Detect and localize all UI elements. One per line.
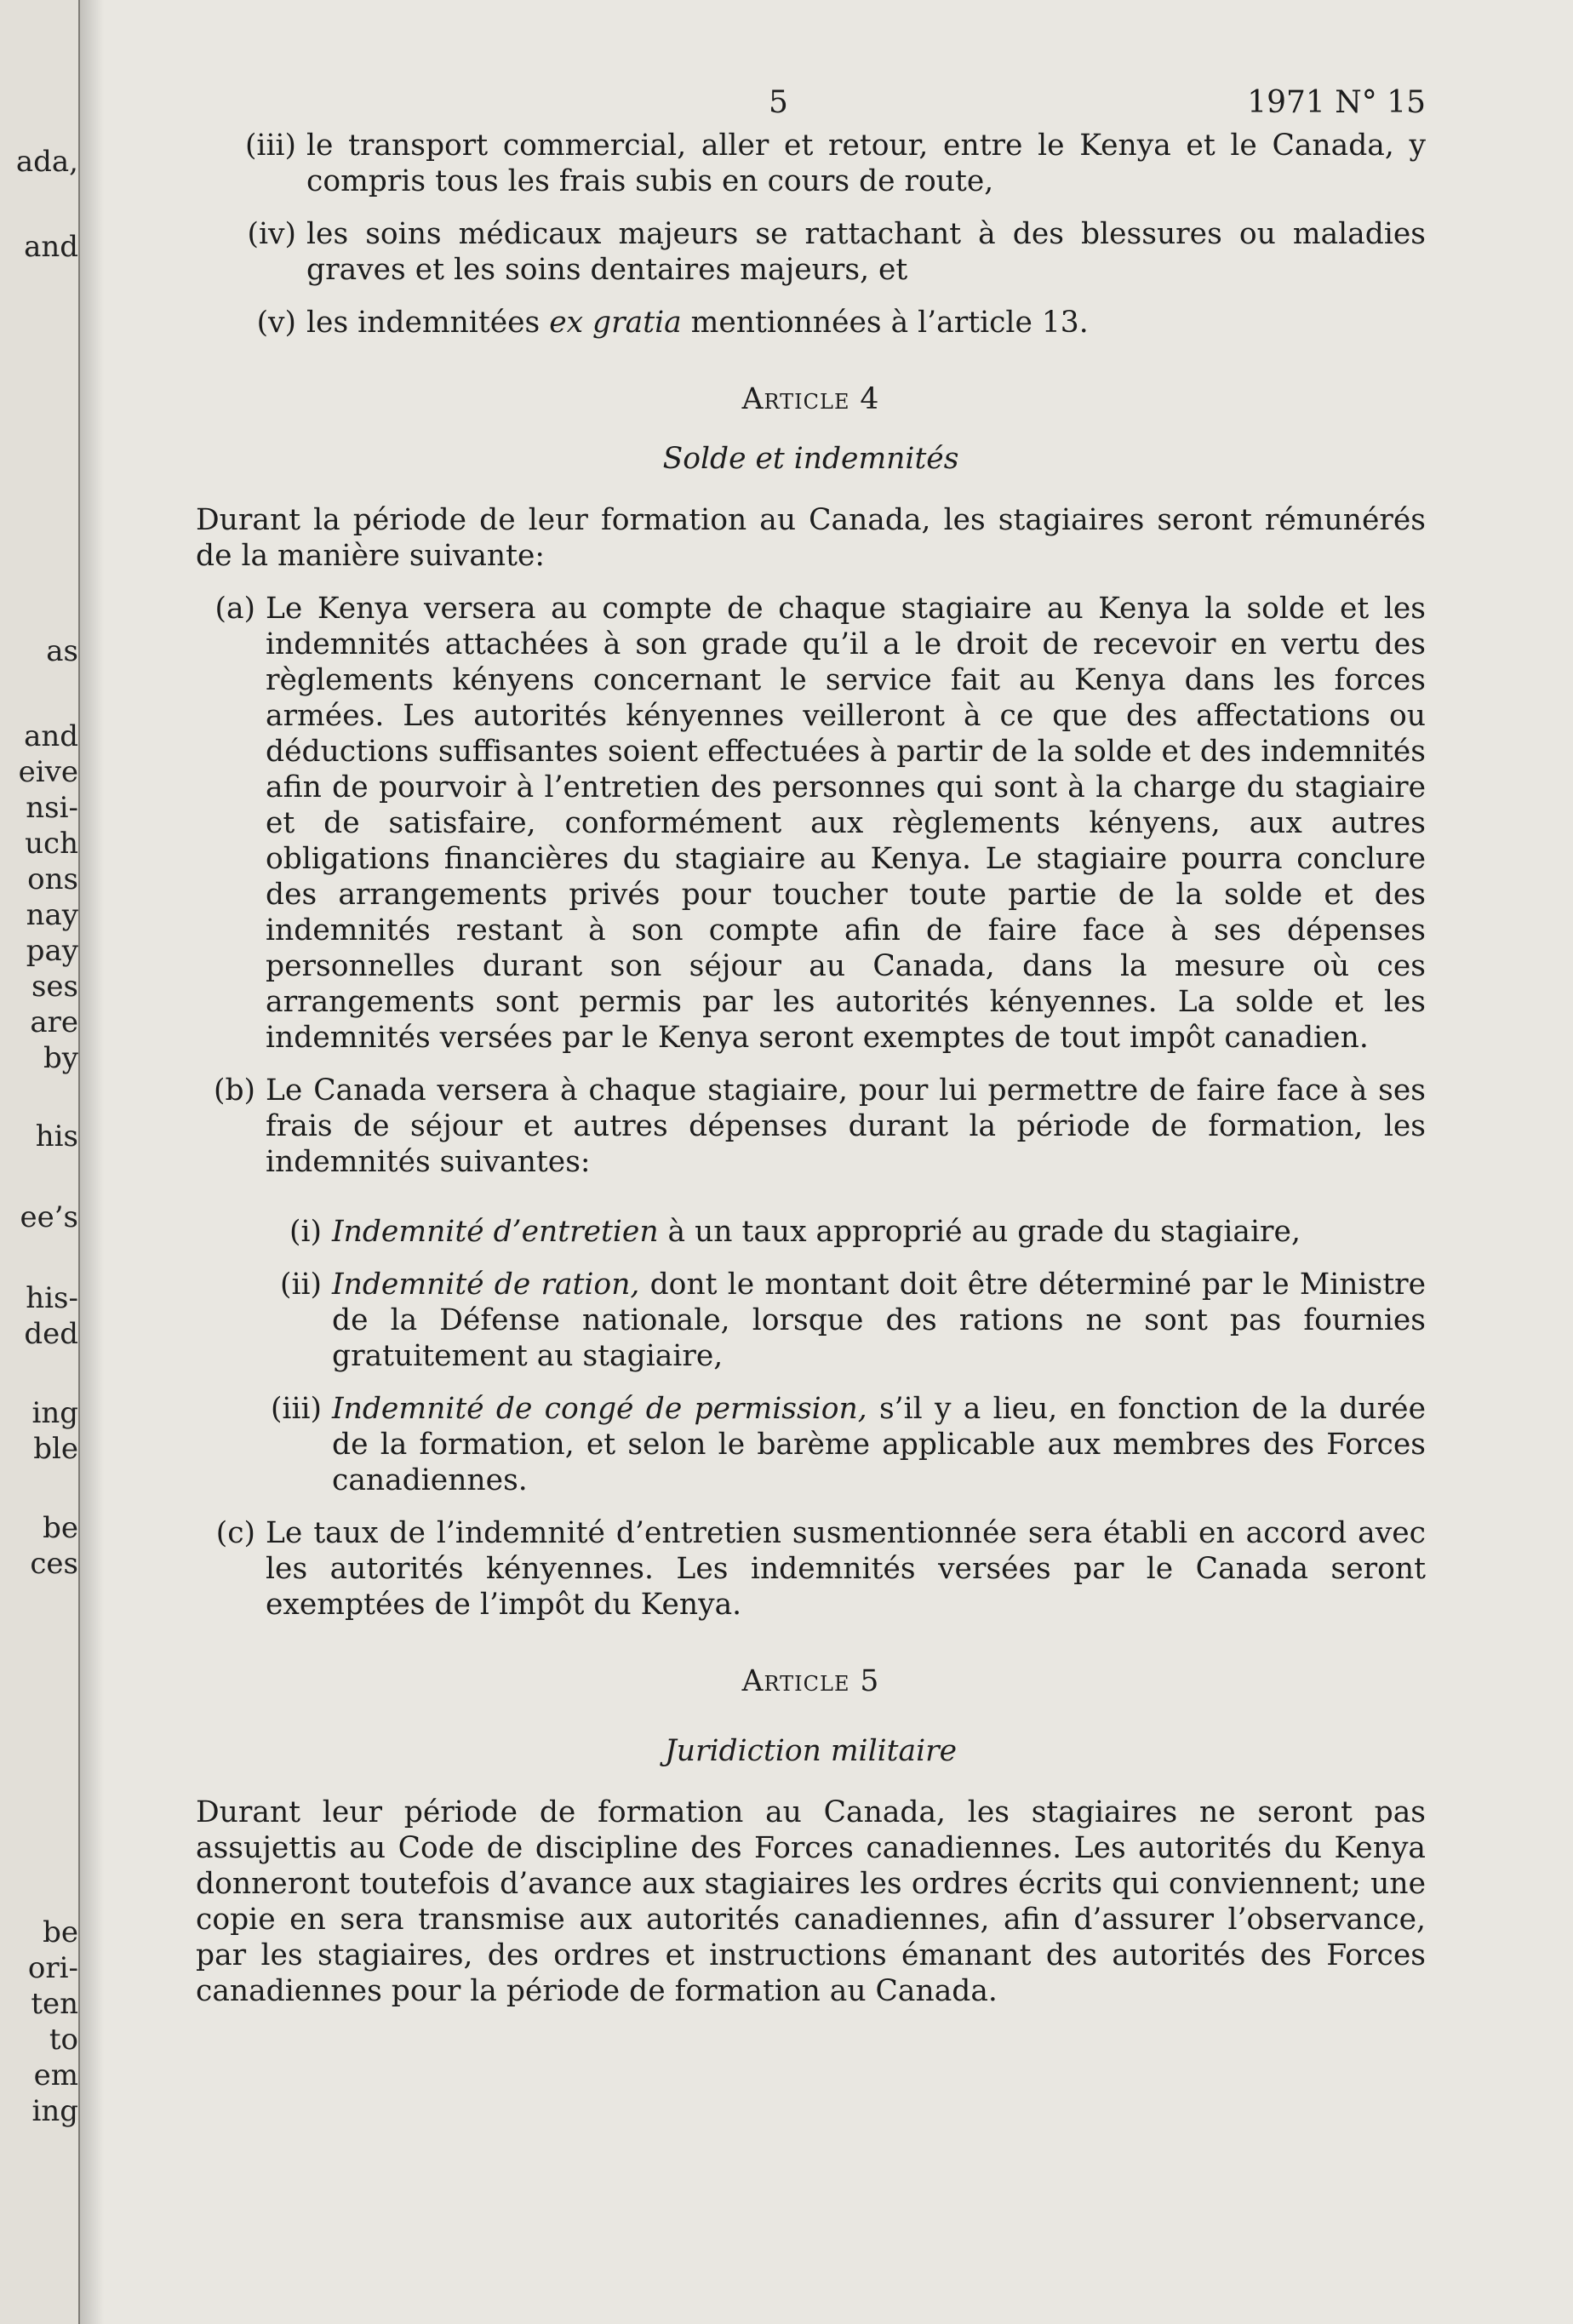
item-marker: (iv) [247, 217, 296, 251]
subitem-text [332, 1267, 1426, 1374]
margin-fragment: ori- [27, 1951, 78, 1985]
clause-a [196, 591, 1426, 1056]
margin-fragment: ten [31, 1987, 78, 2021]
clause-b-subitems [262, 1214, 1426, 1498]
clause-marker: (b) [213, 1073, 255, 1108]
margin-fragment: and [24, 230, 78, 264]
document-page [196, 77, 1426, 2026]
margin-fragment: uch [25, 827, 78, 861]
item-marker: (v) [256, 306, 296, 340]
subitem [262, 1267, 1426, 1374]
item-text-after: mentionnées à l’article 13. [681, 306, 1089, 340]
margin-fragment: nay [26, 898, 78, 932]
margin-fragment: ada, [15, 145, 78, 179]
margin-fragment: ses [31, 970, 78, 1004]
page-number: 5 [769, 85, 788, 120]
item-text: les soins médicaux majeurs se rattachant à des blessures ou maladies graves et les soins dentaires majeurs, et [306, 217, 1426, 287]
margin-fragment: by [43, 1041, 78, 1075]
clause-c [196, 1515, 1426, 1623]
adjacent-page-strip [0, 0, 80, 2324]
margin-fragment: ee’s [20, 1200, 78, 1234]
item-text: le transport commercial, aller et retour, entre le Kenya et le Canada, y compris tous les frais subis en cours de route, [306, 129, 1426, 198]
subitem-rest: à un taux approprié au grade du stagiaire, [658, 1215, 1301, 1249]
clause-text: Le Kenya versera au compte de chaque stagiaire au Kenya la solde et les indemnités attachées à son grade qu’il a le droit de recevoir en vertu des règlements kényens concernant le service fait au Kenya dans les forces armées. Les autorités kényennes veilleront à ce que des affectations ou déductions suffisantes soient effectuées à partir de la solde et des indemnités afin de pourvoir à l’entretien des personnes qui sont à la charge du stagiaire et de satisfaire, conformément aux règlements kényens, aux autres obligations financières du stagiaire au Kenya. Le stagiaire pourra conclure des arrangements privés pour toucher toute partie de la solde et des indemnités restant à son compte afin de faire face à ses dépenses personnelles durant son séjour au Canada, dans la mesure où ces arrangements sont permis par les autorités kényennes. La solde et les indemnités versées par le Kenya seront exemptes de tout impôt canadien. [266, 592, 1426, 1055]
subitem-italic: Indemnité de ration, [332, 1268, 640, 1302]
article-4-intro: Durant la période de leur formation au Canada, les stagiaires seront rémunérés de la manière suivante: [196, 503, 1426, 573]
subitem-rest: dont le montant doit être déterminé par le Ministre de la Défense nationale, lorsque des rations ne sont pas fournies gratuitement au stagiaire, [332, 1268, 1426, 1373]
margin-fragment: ing [31, 2094, 78, 2128]
subitem-marker: (ii) [280, 1268, 322, 1302]
margin-fragment: nsi- [26, 791, 78, 825]
clause-body [266, 1073, 1426, 1197]
margin-fragment: ons [27, 862, 78, 896]
item-marker: (iii) [244, 129, 296, 163]
article-5-heading: Article 5 [741, 1664, 880, 1698]
subitem [262, 1214, 1426, 1250]
item-text-before: les indemnitées [306, 306, 550, 340]
item-text [306, 305, 1426, 341]
article-4-title: Solde et indemnités [662, 442, 959, 476]
subitem-rest: s’il y a lieu, en fonction de la durée de la formation, et selon le barème applicable aux membres des Forces canadiennes. [332, 1392, 1426, 1497]
subitem-marker: (i) [289, 1215, 322, 1249]
margin-fragment: eive [18, 755, 78, 789]
subitem-italic: Indemnité d’entretien [332, 1215, 659, 1249]
margin-fragment: be [43, 1511, 78, 1545]
margin-fragment: be [43, 1915, 78, 1949]
margin-fragment: are [30, 1005, 78, 1039]
margin-fragment: as [46, 634, 78, 668]
subitem-italic: Indemnité de congé de permission, [332, 1392, 867, 1426]
list-item [196, 305, 1426, 341]
margin-fragment: ded [24, 1317, 78, 1351]
margin-fragment: and [24, 719, 78, 753]
binding-shadow [78, 0, 104, 2324]
page-header [196, 77, 1426, 128]
clause-marker: (a) [214, 592, 255, 626]
clause-marker: (c) [215, 1516, 255, 1550]
margin-fragment: pay [26, 934, 78, 968]
list-item [196, 216, 1426, 288]
margin-fragment: ble [33, 1432, 78, 1466]
item-text-italic: ex gratia [549, 306, 682, 340]
subitem-text [332, 1214, 1426, 1250]
margin-fragment: ing [31, 1396, 78, 1430]
article-5-title: Juridiction militaire [664, 1734, 958, 1768]
subitem-text [332, 1391, 1426, 1498]
document-body [196, 128, 1426, 2009]
document-reference: 1971 N° 15 [1247, 85, 1426, 120]
list-item [196, 128, 1426, 199]
margin-fragment: his [35, 1119, 78, 1153]
subitem [262, 1391, 1426, 1498]
article-4-heading: Article 4 [741, 382, 880, 416]
article-5-text: Durant leur période de formation au Canada, les stagiaires ne seront pas assujettis au Code de discipline des Forces canadiennes. Les autorités du Kenya donneront toutefois d’avance aux stagiaires les ordres écrits qui conviennent; une copie en sera transmise aux autorités canadiennes, afin d’assurer l’observance, par les stagiaires, des ordres et instructions émanant des autorités des Forces canadiennes pour la période de formation au Canada. [196, 1795, 1426, 2008]
margin-fragment: to [49, 2023, 78, 2057]
clause-text: Le Canada versera à chaque stagiaire, pour lui permettre de faire face à ses frais de séjour et autres dépenses durant la période de formation, les indemnités suivantes: [266, 1073, 1426, 1179]
margin-fragment: ces [30, 1547, 78, 1581]
margin-fragment: em [33, 2058, 78, 2092]
subitem-marker: (iii) [270, 1392, 322, 1426]
clause-text: Le taux de l’indemnité d’entretien susmentionnée sera établi en accord avec les autorités kényennes. Les indemnités versées par le Canada seront exemptées de l’impôt du Kenya. [266, 1516, 1426, 1622]
clause-b [196, 1073, 1426, 1197]
margin-fragment: his- [26, 1281, 78, 1315]
